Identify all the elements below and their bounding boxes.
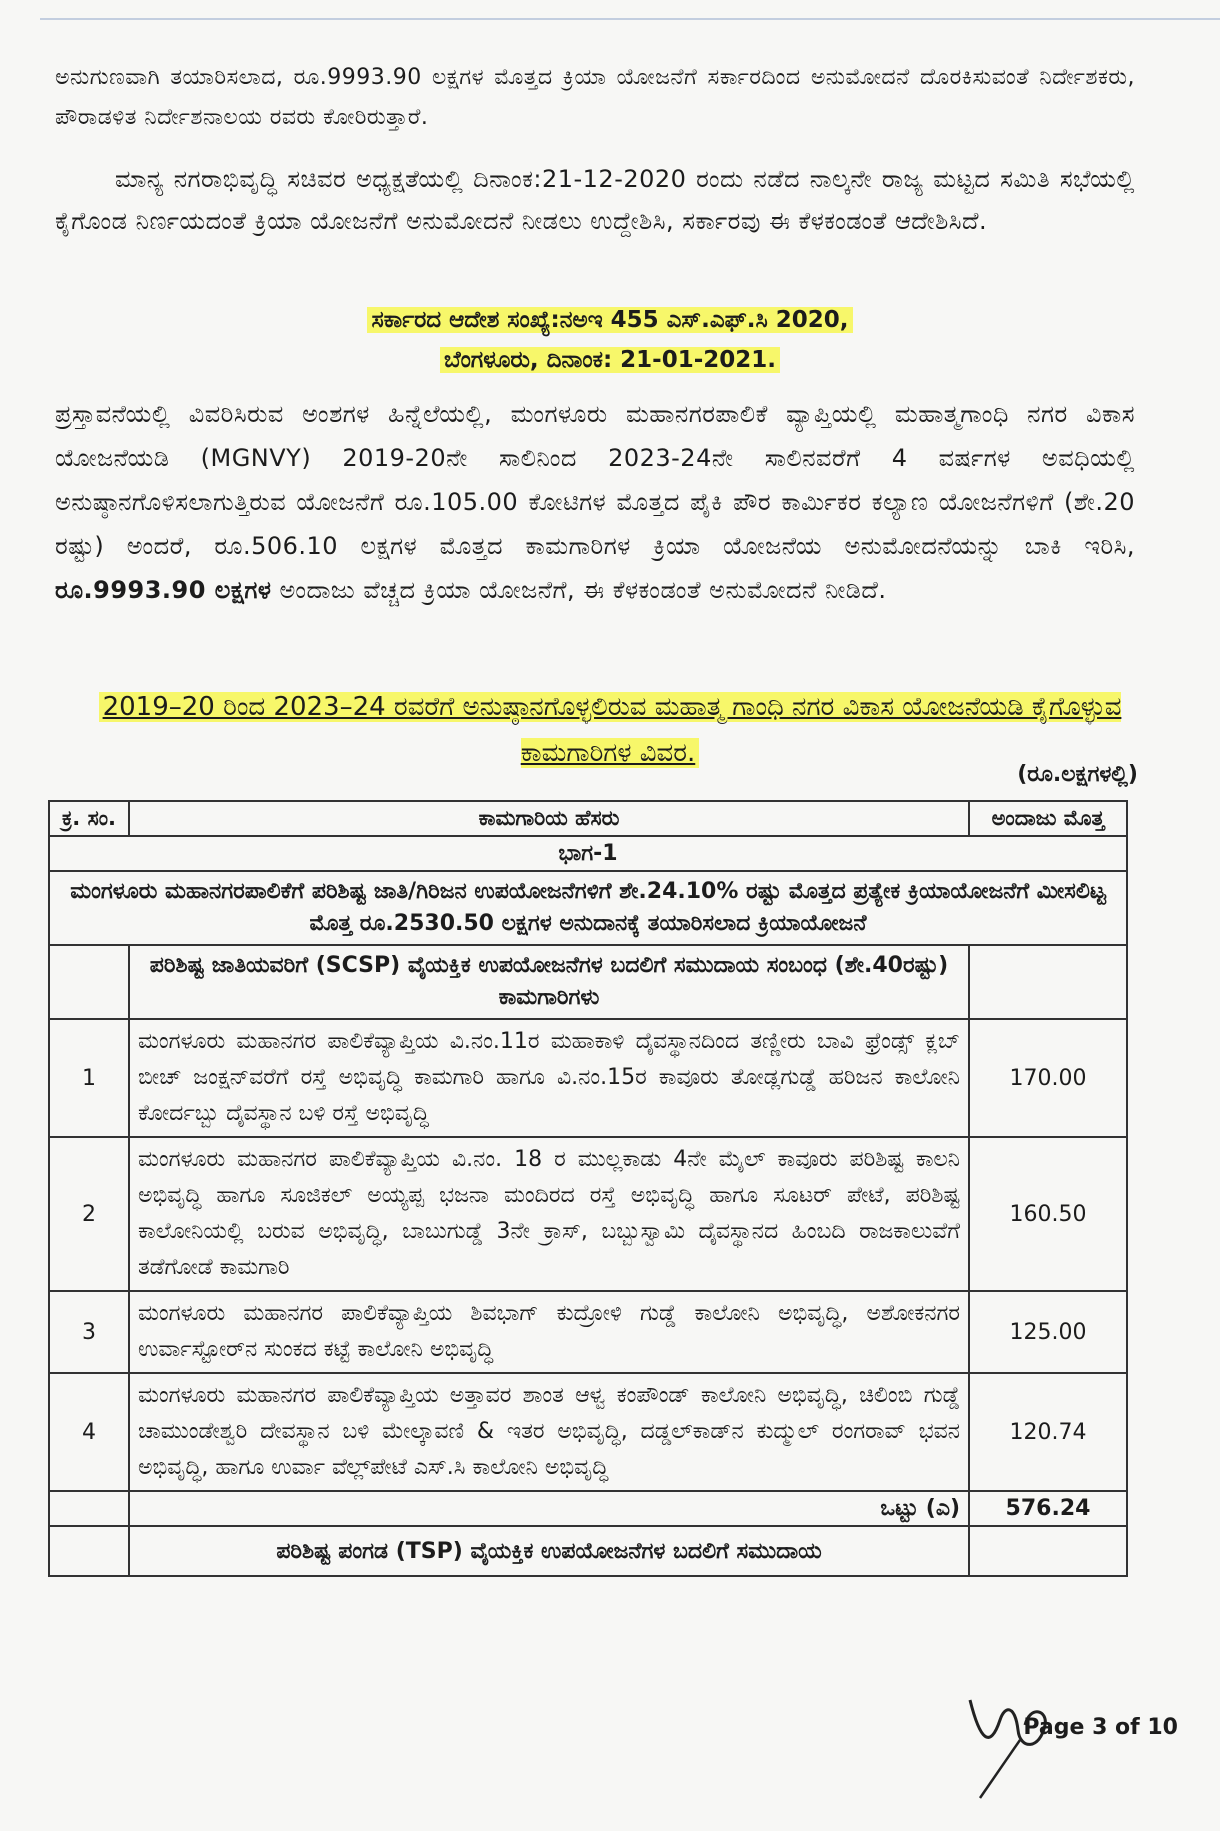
total-value: 576.24: [969, 1491, 1127, 1526]
row-number: 1: [49, 1019, 129, 1137]
row-amount: 120.74: [969, 1373, 1127, 1491]
row-work-name: ಮಂಗಳೂರು ಮಹಾನಗರ ಪಾಲಿಕೆವ್ಯಾಪ್ತಿಯ ಶಿವಭಾಗ್ ಕುದ್ರೋಳಿ ಗುಡ್ಡೆ ಕಾಲೋನಿ ಅಭಿವೃದ್ಧಿ, ಅಶೋಕನಗರ ಉರ್ವಾಸ್ಟೋರ್‌ನ ಸುಂಕದ ಕಟ್ಟೆ ಕಾಲೋನಿ ಅಭಿವೃದ್ಧಿ: [129, 1291, 969, 1373]
order-line-2: ಬೆಂಗಳೂರು, ದಿನಾಂಕ: 21-01-2021.: [440, 347, 780, 373]
empty-cell: [49, 1526, 129, 1576]
row-amount: 170.00: [969, 1019, 1127, 1137]
order-paragraph-text: ಪ್ರಸ್ತಾವನೆಯಲ್ಲಿ ವಿವರಿಸಿರುವ ಅಂಶಗಳ ಹಿನ್ನೆಲೆಯಲ್ಲಿ, ಮಂಗಳೂರು ಮಹಾನಗರಪಾಲಿಕೆ ವ್ಯಾಪ್ತಿಯಲ್ಲಿ ಮಹಾತ್ಮಗಾಂಧಿ ನಗರ ವಿಕಾಸ ಯೋಜನೆಯಡಿ (MGNVY) 2019-20ನೇ ಸಾಲಿನಿಂದ 2023-24ನೇ ಸಾಲಿನವರೆಗೆ 4 ವರ್ಷಗಳ ಅವಧಿಯಲ್ಲಿ ಅನುಷ್ಠಾನಗೊಳಿಸಲಾಗುತ್ತಿರುವ ಯೋಜನೆಗೆ ರೂ.105.00 ಕೋಟಿಗಳ ಮೊತ್ತದ ಪೈಕಿ ಪೌರ ಕಾರ್ಮಿಕರ ಕಲ್ಯಾಣ ಯೋಜನೆಗಳಿಗೆ (ಶೇ.20 ರಷ್ಟು) ಅಂದರೆ, ರೂ.506.10 ಲಕ್ಷಗಳ ಮೊತ್ತದ ಕಾಮಗಾರಿಗಳ ಕ್ರಿಯಾ ಯೋಜನೆಯ ಅನುಮೋದನೆಯನ್ನು ಬಾಕಿ ಇರಿಸಿ,: [55, 400, 1135, 560]
row-amount: 160.50: [969, 1137, 1127, 1291]
unit-label: (ರೂ.ಲಕ್ಷಗಳಲ್ಲಿ): [1017, 762, 1138, 787]
row-work-name: ಮಂಗಳೂರು ಮಹಾನಗರ ಪಾಲಿಕೆವ್ಯಾಪ್ತಿಯ ಅತ್ತಾವರ ಶಾಂತ ಆಳ್ವ ಕಂಪೌಂಡ್ ಕಾಲೋನಿ ಅಭಿವೃದ್ಧಿ, ಚಿಲಿಂಬಿ ಗುಡ್ಡೆ ಚಾಮುಂಡೇಶ್ವರಿ ದೇವಸ್ಥಾನ ಬಳಿ ಮೇಲ್ಕಾವಣಿ & ಇತರ ಅಭಿವೃದ್ಧಿ, ದಡ್ಡಲ್‌ಕಾಡ್‌ನ ಕುದ್ಮುಲ್ ರಂಗರಾವ್ ಭವನ ಅಭಿವೃದ್ಧಿ, ಹಾಗೂ ಉರ್ವಾ ವೆಲ್ಲ್‌ಪೇಟೆ ಎಸ್.ಸಿ ಕಾಲೋನಿ ಅಭಿವೃದ್ಧಿ: [129, 1373, 969, 1491]
section-heading: [85, 684, 1135, 776]
table-row: [49, 1373, 1127, 1491]
tsp-heading-row: [49, 1526, 1127, 1576]
row-work-name: ಮಂಗಳೂರು ಮಹಾನಗರ ಪಾಲಿಕೆವ್ಯಾಪ್ತಿಯ ವಿ.ನಂ.11ರ ಮಹಾಕಾಳಿ ದೈವಸ್ಥಾನದಿಂದ ತಣ್ಣೀರು ಬಾವಿ ಫ್ರೆಂಡ್ಸ್ ಕ್ಲಬ್ ಬೀಚ್ ಜಂಕ್ಷನ್‌ವರೆಗೆ ರಸ್ತೆ ಅಭಿವೃದ್ಧಿ ಕಾಮಗಾರಿ ಹಾಗೂ ವಿ.ನಂ.15ರ ಕಾವೂರು ತೋಡ್ಲಗುಡ್ಡೆ ಹರಿಜನ ಕಾಲೋನಿ ಕೋರ್ದಬ್ಬು ದೈವಸ್ಥಾನ ಬಳಿ ರಸ್ತೆ ಅಭಿವೃದ್ಧಿ: [129, 1019, 969, 1137]
empty-cell: [969, 1526, 1127, 1576]
row-work-name: ಮಂಗಳೂರು ಮಹಾನಗರ ಪಾಲಿಕೆವ್ಯಾಪ್ತಿಯ ವಿ.ನಂ. 18 ರ ಮುಲ್ಲಕಾಡು 4ನೇ ಮೈಲ್ ಕಾವೂರು ಪರಿಶಿಷ್ಟ ಕಾಲನಿ ಅಭಿವೃದ್ಧಿ ಹಾಗೂ ಸೂಜಿಕಲ್ ಅಯ್ಯಪ್ಪ ಭಜನಾ ಮಂದಿರದ ರಸ್ತೆ ಅಭಿವೃದ್ಧಿ ಹಾಗೂ ಸೂಟರ್ ಪೇಟೆ, ಪರಿಶಿಷ್ಟ ಕಾಲೋನಿಯಲ್ಲಿ ಬರುವ ಅಭಿವೃದ್ಧಿ, ಬಾಬುಗುಡ್ಡೆ 3ನೇ ಕ್ರಾಸ್, ಬಬ್ಬುಸ್ವಾಮಿ ದೈವಸ್ಥಾನದ ಹಿಂಬದಿ ರಾಜಕಾಲುವೆಗೆ ತಡೆಗೋಡೆ ಕಾಮಗಾರಿ: [129, 1137, 969, 1291]
row-number: 3: [49, 1291, 129, 1373]
order-paragraph-amount: ರೂ.9993.90 ಲಕ್ಷಗಳ: [55, 576, 272, 604]
scsp-heading-row: [49, 945, 1127, 1019]
signature-mark: [960, 1680, 1070, 1800]
intro-paragraph-1: ಅನುಗುಣವಾಗಿ ತಯಾರಿಸಲಾದ, ರೂ.9993.90 ಲಕ್ಷಗಳ ಮೊತ್ತದ ಕ್ರಿಯಾ ಯೋಜನೆಗೆ ಸರ್ಕಾರದಿಂದ ಅನುಮೋದನೆ ದೊರಕಿಸುವಂತೆ ನಿರ್ದೇಶಕರು, ಪೌರಾಡಳಿತ ನಿರ್ದೇಶನಾಲಯ ರವರು ಕೋರಿರುತ್ತಾರೆ.: [55, 65, 1135, 130]
table-row: [49, 1019, 1127, 1137]
total-row: [49, 1491, 1127, 1526]
row-number: 4: [49, 1373, 129, 1491]
row-amount: 125.00: [969, 1291, 1127, 1373]
row-number: 2: [49, 1137, 129, 1291]
page-number: Page 3 of 10: [1023, 1715, 1178, 1740]
part-description: ಮಂಗಳೂರು ಮಹಾನಗರಪಾಲಿಕೆಗೆ ಪರಿಶಿಷ್ಟ ಜಾತಿ/ಗಿರಿಜನ ಉಪಯೋಜನೆಗಳಿಗೆ ಶೇ.24.10% ರಷ್ಟು ಮೊತ್ತದ ಪ್ರತ್ಯೇಕ ಕ್ರಿಯಾಯೋಜನೆಗೆ ಮೀಸಲಿಟ್ಟ ಮೊತ್ತ ರೂ.2530.50 ಲಕ್ಷಗಳ ಅನುದಾನಕ್ಕೆ ತಯಾರಿಸಲಾದ ಕ್ರಿಯಾಯೋಜನೆ: [49, 871, 1127, 945]
table-row: [49, 1291, 1127, 1373]
order-line-1: ಸರ್ಕಾರದ ಆದೇಶ ಸಂಖ್ಯೆ:ನಅಇ 455 ಎಸ್.ಎಫ್.ಸಿ 2020,: [367, 307, 852, 333]
part-desc-row: [49, 871, 1127, 945]
empty-cell: [969, 945, 1127, 1019]
empty-cell: [49, 945, 129, 1019]
scsp-heading: ಪರಿಶಿಷ್ಟ ಜಾತಿಯವರಿಗೆ (SCSP) ವೈಯಕ್ತಿಕ ಉಪಯೋಜನೆಗಳ ಬದಲಿಗೆ ಸಮುದಾಯ ಸಂಬಂಧ (ಶೇ.40ರಷ್ಟು) ಕಾಮಗಾರಿಗಳು: [129, 945, 969, 1019]
order-paragraph: [55, 392, 1135, 612]
works-table: [48, 800, 1128, 1577]
empty-cell: [49, 1491, 129, 1526]
part-row: [49, 836, 1127, 871]
total-label: ಒಟ್ಟು (ಎ): [129, 1491, 969, 1526]
table-header-row: [49, 801, 1127, 836]
section-heading-text: 2019–20 ರಿಂದ 2023–24 ರವರೆಗೆ ಅನುಷ್ಠಾನಗೊಳ್ಳಲಿರುವ ಮಹಾತ್ಮ ಗಾಂಧಿ ನಗರ ವಿಕಾಸ ಯೋಜನೆಯಡಿ ಕೈಗೊಳ್ಳುವ ಕಾಮಗಾರಿಗಳ ವಿವರ.: [99, 692, 1122, 768]
part-label: ಭಾಗ-1: [49, 836, 1127, 871]
table-row: [49, 1137, 1127, 1291]
header-work-name: ಕಾಮಗಾರಿಯ ಹೆಸರು: [129, 801, 969, 836]
header-serial: ಕ್ರ. ಸಂ.: [49, 801, 129, 836]
header-amount: ಅಂದಾಜು ಮೊತ್ತ: [969, 801, 1127, 836]
intro-paragraph-2: ಮಾನ್ಯ ನಗರಾಭಿವೃದ್ಧಿ ಸಚಿವರ ಅಧ್ಯಕ್ಷತೆಯಲ್ಲಿ ದಿನಾಂಕ:21-12-2020 ರಂದು ನಡೆದ ನಾಲ್ಕನೇ ರಾಜ್ಯ ಮಟ್ಟದ ಸಮಿತಿ ಸಭೆಯಲ್ಲಿ ಕೈಗೊಂಡ ನಿರ್ಣಯದಂತೆ ಕ್ರಿಯಾ ಯೋಜನೆಗೆ ಅನುಮೋದನೆ ನೀಡಲು ಉದ್ದೇಶಿಸಿ, ಸರ್ಕಾರವು ಈ ಕೆಳಕಂಡಂತೆ ಆದೇಶಿಸಿದೆ.: [55, 165, 1135, 235]
government-order-number: [0, 300, 1220, 380]
tsp-heading: ಪರಿಶಿಷ್ಟ ಪಂಗಡ (TSP) ವೈಯಕ್ತಿಕ ಉಪಯೋಜನೆಗಳ ಬದಲಿಗೆ ಸಮುದಾಯ: [129, 1526, 969, 1576]
order-paragraph-end: ಅಂದಾಜು ವೆಚ್ಚದ ಕ್ರಿಯಾ ಯೋಜನೆಗೆ, ಈ ಕೆಳಕಂಡಂತೆ ಅನುಮೋದನೆ ನೀಡಿದೆ.: [271, 576, 887, 604]
scan-edge: [40, 0, 1220, 20]
